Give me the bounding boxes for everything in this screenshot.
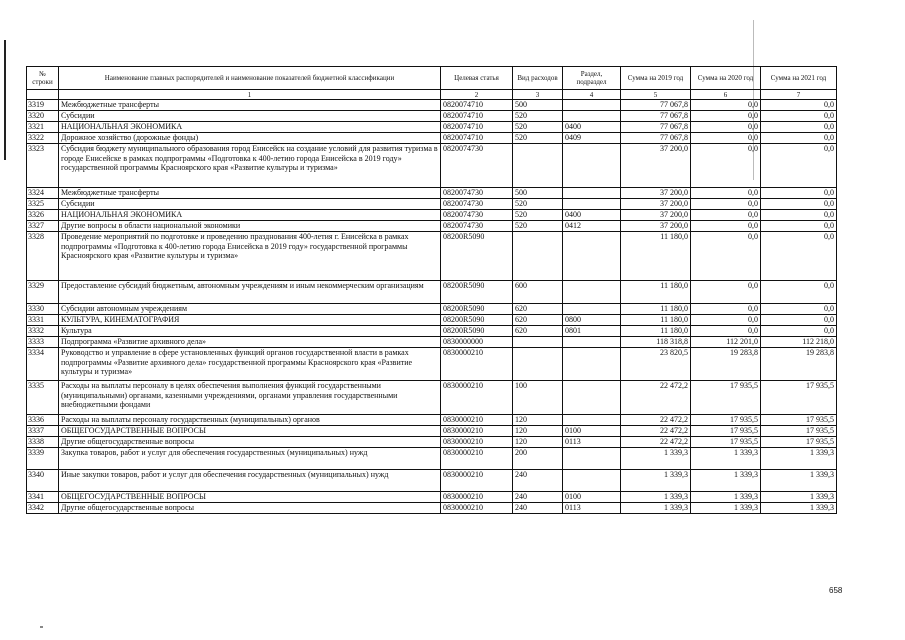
table-row [27,210,837,221]
table-row [27,304,837,315]
section-code: 0100 [563,426,621,437]
row-number: 3327 [27,221,59,232]
section-code [563,281,621,304]
sum-2019: 23 820,5 [621,348,691,381]
row-number: 3340 [27,470,59,492]
row-number: 3336 [27,415,59,426]
sum-2019: 11 180,0 [621,232,691,281]
expense-type: 620 [513,326,563,337]
expense-type: 520 [513,199,563,210]
target-code: 0820074730 [441,210,513,221]
sum-2020: 1 339,3 [691,492,761,503]
expense-type [513,232,563,281]
item-name: Культура [59,326,441,337]
expense-type: 240 [513,492,563,503]
section-code [563,348,621,381]
target-code: 0820074730 [441,199,513,210]
table-row [27,381,837,415]
table-row [27,492,837,503]
sum-2021: 1 339,3 [761,492,837,503]
table-row [27,281,837,304]
target-code: 08200R5090 [441,232,513,281]
column-number: 6 [691,90,761,100]
target-code: 0830000210 [441,437,513,448]
table-row [27,448,837,470]
expense-type: 600 [513,281,563,304]
item-name: Субсидии [59,111,441,122]
target-code: 0820074730 [441,144,513,188]
sum-2021: 0,0 [761,111,837,122]
item-name: ОБЩЕГОСУДАРСТВЕННЫЕ ВОПРОСЫ [59,426,441,437]
section-code [563,337,621,348]
table-row [27,100,837,111]
target-code: 0830000210 [441,426,513,437]
row-number: 3328 [27,232,59,281]
sum-2020: 0,0 [691,111,761,122]
sum-2019: 37 200,0 [621,188,691,199]
target-code: 08200R5090 [441,315,513,326]
item-name: Закупка товаров, работ и услуг для обеспечения государственных (муниципальных) нужд [59,448,441,470]
sum-2021: 0,0 [761,326,837,337]
section-code [563,188,621,199]
row-number: 3337 [27,426,59,437]
header-expense-type: Вид расходов [513,67,563,90]
item-name: КУЛЬТУРА, КИНЕМАТОГРАФИЯ [59,315,441,326]
column-number: 4 [563,90,621,100]
expense-type: 520 [513,122,563,133]
sum-2020: 0,0 [691,144,761,188]
item-name: Субсидия бюджету муниципального образования город Енисейск на создание условий для развития туризма в городе Енисейске в рамках подпрограммы «Подготовка к 400-летию города Енисейска в 2019 году» государственной программы Красноярского края «Развитие культуры и туризма» [59,144,441,188]
item-name: ОБЩЕГОСУДАРСТВЕННЫЕ ВОПРОСЫ [59,492,441,503]
sum-2021: 0,0 [761,199,837,210]
sum-2020: 1 339,3 [691,448,761,470]
sum-2020: 0,0 [691,199,761,210]
header-target-code: Целевая статья [441,67,513,90]
row-number: 3329 [27,281,59,304]
item-name: НАЦИОНАЛЬНАЯ ЭКОНОМИКА [59,122,441,133]
section-code [563,381,621,415]
table-row [27,470,837,492]
row-number: 3331 [27,315,59,326]
sum-2019: 37 200,0 [621,221,691,232]
header-sum-2019: Сумма на 2019 год [621,67,691,90]
sum-2021: 1 339,3 [761,503,837,514]
target-code: 0830000210 [441,348,513,381]
sum-2020: 0,0 [691,232,761,281]
expense-type: 100 [513,381,563,415]
expense-type: 520 [513,133,563,144]
item-name: Иные закупки товаров, работ и услуг для обеспечения государственных (муниципальных) нужд [59,470,441,492]
target-code: 0830000210 [441,448,513,470]
expense-type: 120 [513,415,563,426]
target-code: 0830000210 [441,503,513,514]
expense-type [513,337,563,348]
table-body [27,100,837,514]
sum-2020: 0,0 [691,315,761,326]
sum-2021: 19 283,8 [761,348,837,381]
item-name: Расходы на выплаты персоналу в целях обеспечения выполнения функций государственными (муниципальными) органами, казенными учреждениями, органами управления государственными внебюджетными фондами [59,381,441,415]
header-sum-2020: Сумма на 2020 год [691,67,761,90]
item-name: Руководство и управление в сфере установленных функций органов государственной власти в рамках подпрограммы «Развитие архивного дела» государственной программы Красноярского края «Развитие культуры и туризма» [59,348,441,381]
sum-2021: 0,0 [761,133,837,144]
column-number: 3 [513,90,563,100]
sum-2019: 1 339,3 [621,492,691,503]
section-code: 0100 [563,492,621,503]
sum-2019: 77 067,8 [621,111,691,122]
row-number: 3339 [27,448,59,470]
item-name: Другие вопросы в области национальной экономики [59,221,441,232]
row-number: 3324 [27,188,59,199]
table-row [27,348,837,381]
sum-2021: 17 935,5 [761,415,837,426]
target-code: 08200R5090 [441,326,513,337]
sum-2019: 77 067,8 [621,100,691,111]
section-code: 0113 [563,437,621,448]
row-number: 3342 [27,503,59,514]
section-code [563,144,621,188]
sum-2020: 1 339,3 [691,503,761,514]
column-number: 1 [59,90,441,100]
item-name: Расходы на выплаты персоналу государственных (муниципальных) органов [59,415,441,426]
sum-2020: 0,0 [691,210,761,221]
target-code: 0820074710 [441,122,513,133]
table-row [27,415,837,426]
sum-2020: 17 935,5 [691,426,761,437]
header-name: Наименование главных распорядителей и наименование показателей бюджетной классификации [59,67,441,90]
sum-2019: 11 180,0 [621,326,691,337]
table-row [27,503,837,514]
table-row [27,437,837,448]
target-code: 0830000210 [441,415,513,426]
section-code: 0400 [563,122,621,133]
table-row [27,188,837,199]
sum-2021: 112 218,0 [761,337,837,348]
sum-2019: 37 200,0 [621,210,691,221]
target-code: 0830000210 [441,492,513,503]
expense-type: 120 [513,437,563,448]
expense-type [513,144,563,188]
row-number: 3326 [27,210,59,221]
sum-2019: 11 180,0 [621,315,691,326]
table-row [27,199,837,210]
expense-type: 120 [513,426,563,437]
target-code: 0820074730 [441,221,513,232]
column-number [27,90,59,100]
sum-2021: 0,0 [761,304,837,315]
table-row [27,232,837,281]
expense-type: 520 [513,111,563,122]
item-name: Межбюджетные трансферты [59,100,441,111]
table-row [27,111,837,122]
sum-2020: 112 201,0 [691,337,761,348]
section-code [563,111,621,122]
section-code [563,470,621,492]
scan-artifact-line [4,40,6,160]
sum-2021: 0,0 [761,188,837,199]
expense-type: 240 [513,503,563,514]
sum-2021: 17 935,5 [761,437,837,448]
row-number: 3319 [27,100,59,111]
sum-2019: 22 472,2 [621,381,691,415]
section-code [563,415,621,426]
sum-2021: 0,0 [761,100,837,111]
section-code [563,232,621,281]
sum-2021: 0,0 [761,122,837,133]
sum-2020: 0,0 [691,188,761,199]
sum-2020: 17 935,5 [691,381,761,415]
sum-2019: 77 067,8 [621,122,691,133]
sum-2021: 17 935,5 [761,426,837,437]
table-row [27,426,837,437]
target-code: 0830000210 [441,470,513,492]
table-row [27,326,837,337]
expense-type: 240 [513,470,563,492]
section-code: 0800 [563,315,621,326]
item-name: Субсидии [59,199,441,210]
sum-2019: 1 339,3 [621,503,691,514]
row-number: 3335 [27,381,59,415]
section-code: 0801 [563,326,621,337]
header-sum-2021: Сумма на 2021 год [761,67,837,90]
expense-type: 620 [513,304,563,315]
row-number: 3338 [27,437,59,448]
row-number: 3334 [27,348,59,381]
target-code: 08200R5090 [441,281,513,304]
sum-2020: 0,0 [691,304,761,315]
sum-2019: 77 067,8 [621,133,691,144]
sum-2020: 0,0 [691,221,761,232]
table-row [27,122,837,133]
section-code [563,448,621,470]
scan-artifact-dot [40,626,43,628]
sum-2020: 0,0 [691,122,761,133]
column-number: 2 [441,90,513,100]
item-name: Предоставление субсидий бюджетным, автономным учреждениям и иным некоммерческим организациям [59,281,441,304]
column-number-row [27,90,837,100]
expense-type: 520 [513,221,563,232]
sum-2020: 0,0 [691,281,761,304]
sum-2019: 22 472,2 [621,426,691,437]
section-code [563,199,621,210]
item-name: Субсидии автономным учреждениям [59,304,441,315]
expense-type: 500 [513,100,563,111]
item-name: НАЦИОНАЛЬНАЯ ЭКОНОМИКА [59,210,441,221]
target-code: 0820074710 [441,111,513,122]
sum-2020: 0,0 [691,133,761,144]
sum-2019: 22 472,2 [621,437,691,448]
row-number: 3322 [27,133,59,144]
sum-2021: 0,0 [761,281,837,304]
section-code: 0409 [563,133,621,144]
sum-2019: 37 200,0 [621,144,691,188]
sum-2019: 11 180,0 [621,281,691,304]
target-code: 0830000000 [441,337,513,348]
sum-2019: 1 339,3 [621,470,691,492]
row-number: 3341 [27,492,59,503]
sum-2020: 0,0 [691,100,761,111]
section-code [563,100,621,111]
expense-type [513,348,563,381]
row-number: 3330 [27,304,59,315]
sum-2021: 1 339,3 [761,448,837,470]
sum-2019: 22 472,2 [621,415,691,426]
row-number: 3320 [27,111,59,122]
sum-2021: 1 339,3 [761,470,837,492]
section-code [563,304,621,315]
row-number: 3325 [27,199,59,210]
row-number: 3323 [27,144,59,188]
sum-2020: 17 935,5 [691,415,761,426]
sum-2019: 118 318,8 [621,337,691,348]
sum-2021: 0,0 [761,144,837,188]
sum-2021: 0,0 [761,232,837,281]
section-code: 0400 [563,210,621,221]
column-number: 5 [621,90,691,100]
table-row [27,315,837,326]
item-name: Дорожное хозяйство (дорожные фонды) [59,133,441,144]
target-code: 0820074730 [441,188,513,199]
target-code: 0820074710 [441,100,513,111]
sum-2021: 17 935,5 [761,381,837,415]
target-code: 0830000210 [441,381,513,415]
row-number: 3333 [27,337,59,348]
sum-2020: 0,0 [691,326,761,337]
item-name: Другие общегосударственные вопросы [59,503,441,514]
table-row [27,144,837,188]
item-name: Межбюджетные трансферты [59,188,441,199]
sum-2021: 0,0 [761,221,837,232]
item-name: Подпрограмма «Развитие архивного дела» [59,337,441,348]
item-name: Другие общегосударственные вопросы [59,437,441,448]
sum-2021: 0,0 [761,210,837,221]
table-row [27,337,837,348]
sum-2019: 11 180,0 [621,304,691,315]
section-code: 0113 [563,503,621,514]
expense-type: 500 [513,188,563,199]
header-section: Раздел, подраздел [563,67,621,90]
table-row [27,133,837,144]
item-name: Проведение мероприятий по подготовке и проведению празднования 400-летия г. Енисейска в рамках подпрограммы «Подготовка к 400-летию города Енисейска в 2019 году» государственной программы Красноярского края «Развитие культуры и туризма» [59,232,441,281]
header-row-number: № строки [27,67,59,90]
target-code: 0820074710 [441,133,513,144]
sum-2020: 1 339,3 [691,470,761,492]
sum-2021: 0,0 [761,315,837,326]
table-row [27,221,837,232]
expense-type: 200 [513,448,563,470]
row-number: 3321 [27,122,59,133]
expense-type: 520 [513,210,563,221]
row-number: 3332 [27,326,59,337]
target-code: 08200R5090 [441,304,513,315]
column-number: 7 [761,90,837,100]
sum-2020: 19 283,8 [691,348,761,381]
page-number: 658 [829,586,843,595]
sum-2019: 37 200,0 [621,199,691,210]
table-header-row [27,67,837,90]
sum-2019: 1 339,3 [621,448,691,470]
sum-2020: 17 935,5 [691,437,761,448]
expense-type: 620 [513,315,563,326]
section-code: 0412 [563,221,621,232]
budget-table [26,66,837,514]
